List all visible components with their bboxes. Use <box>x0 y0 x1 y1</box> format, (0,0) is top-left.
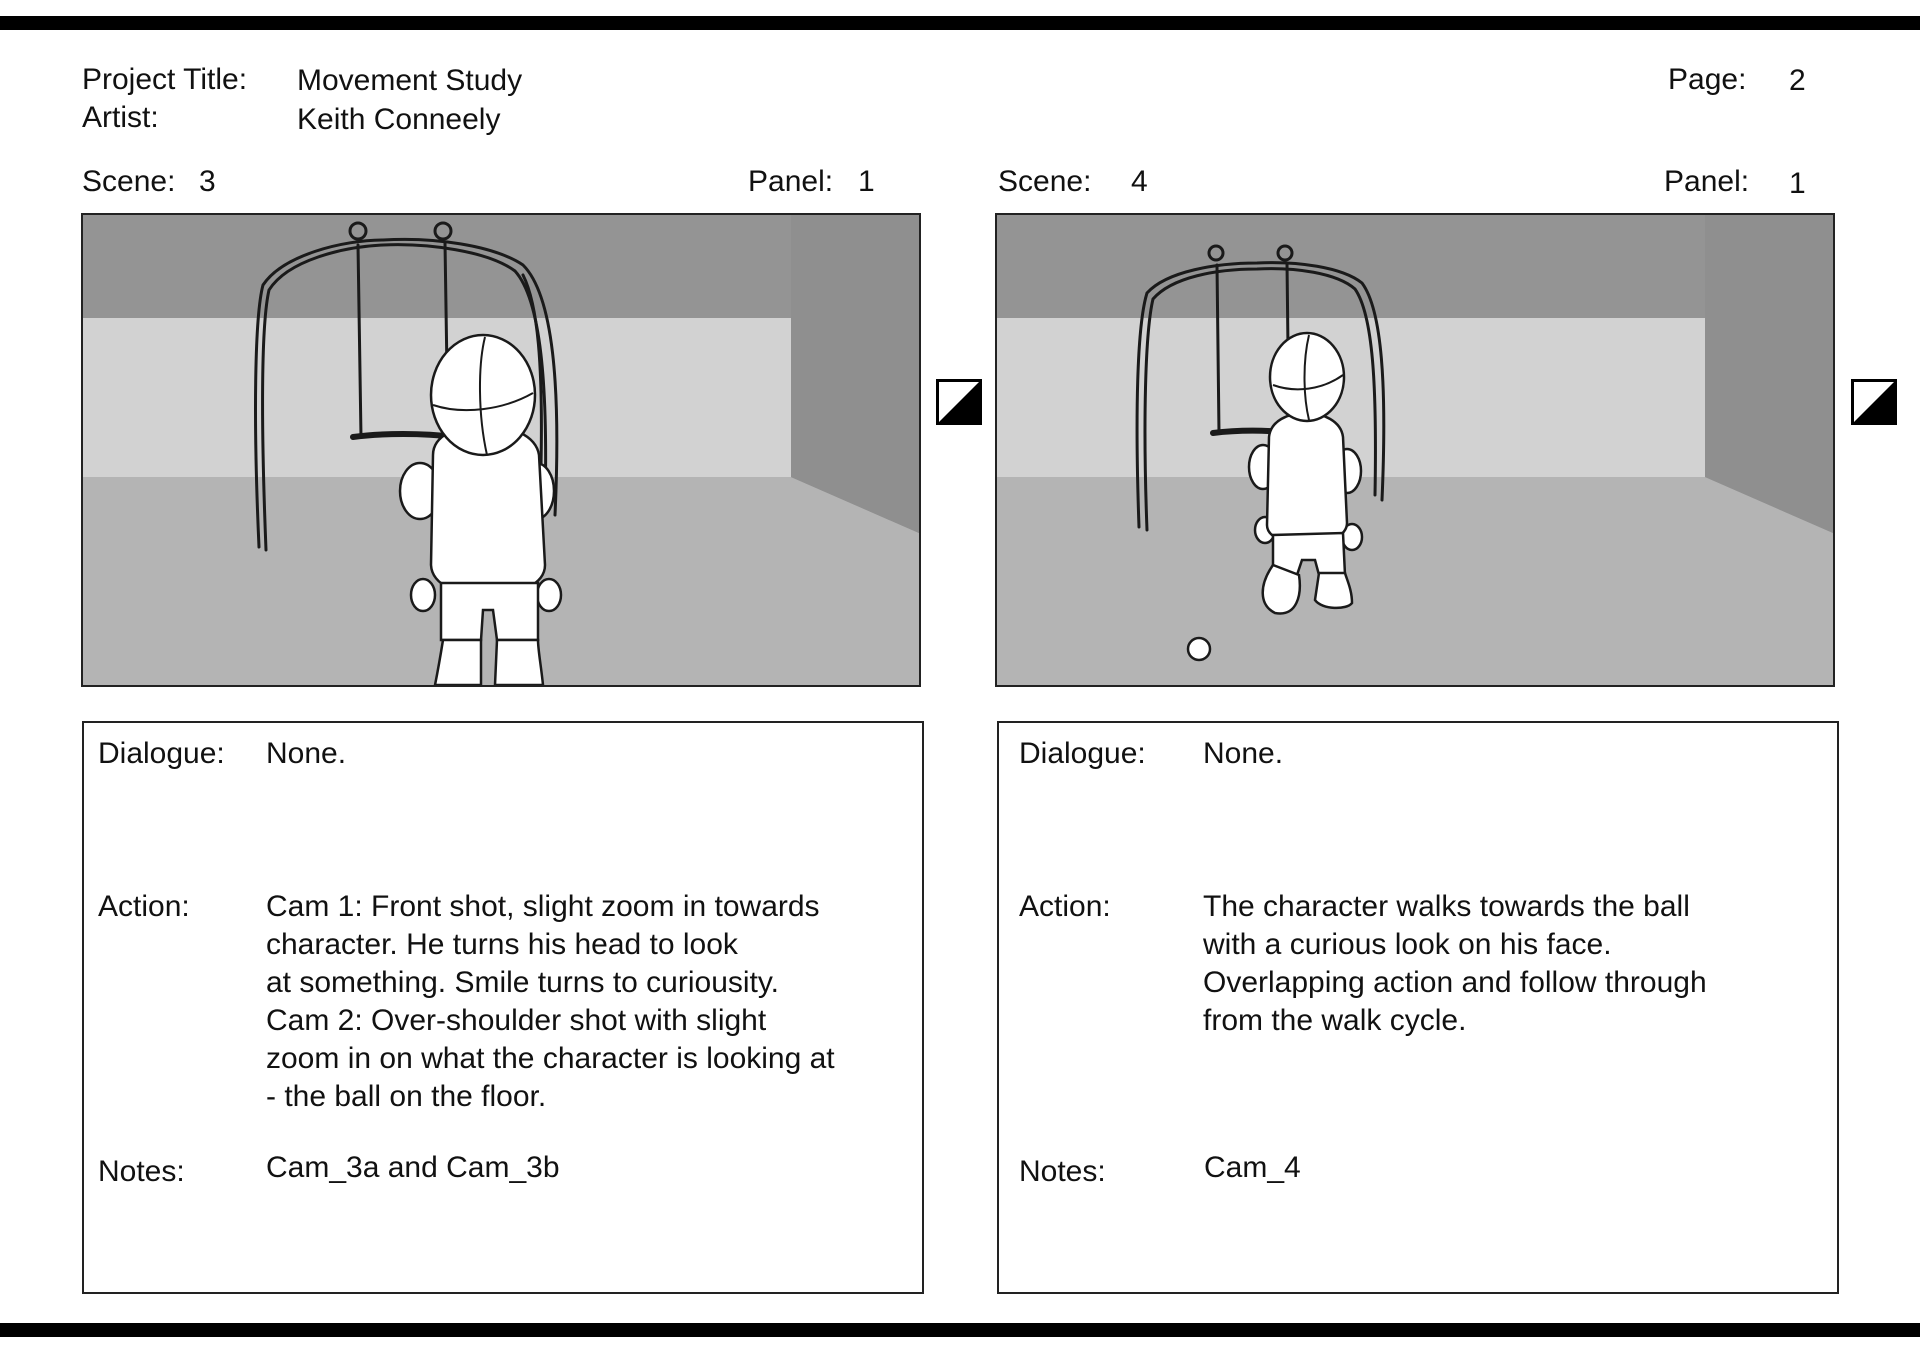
panel-number: 1 <box>1789 167 1806 200</box>
dialogue-label: Dialogue: <box>1019 737 1146 770</box>
action-line: The character walks towards the ball <box>1203 890 1690 923</box>
cut-transition-icon <box>936 379 982 425</box>
notes-text: Cam_4 <box>1204 1151 1301 1184</box>
panel-number: 1 <box>858 165 875 198</box>
dialogue-text: None. <box>1203 737 1284 770</box>
panel-notes-box <box>82 721 924 1294</box>
storyboard-frame <box>81 213 921 687</box>
panel-notes-box <box>997 721 1839 1294</box>
panel-label: Panel: <box>1664 165 1750 198</box>
panel-label: Panel: <box>748 165 834 198</box>
dialogue-text: None. <box>266 737 347 770</box>
scene-label: Scene: <box>998 165 1092 198</box>
action-line: with a curious look on his face. <box>1203 928 1612 961</box>
scene-number: 3 <box>199 165 216 198</box>
scene-number: 4 <box>1131 165 1148 198</box>
action-label: Action: <box>98 890 190 923</box>
artist-label: Artist: <box>82 101 159 134</box>
action-line: Cam 1: Front shot, slight zoom in towards <box>266 890 820 923</box>
notes-label: Notes: <box>98 1155 185 1188</box>
page-number: 2 <box>1789 64 1806 97</box>
storyboard-frame <box>995 213 1835 687</box>
action-line: Overlapping action and follow through <box>1203 966 1707 999</box>
notes-text: Cam_3a and Cam_3b <box>266 1151 560 1184</box>
action-line: - the ball on the floor. <box>266 1080 547 1113</box>
dialogue-label: Dialogue: <box>98 737 225 770</box>
action-label: Action: <box>1019 890 1111 923</box>
scene-4-sketch <box>997 215 1833 685</box>
action-line: zoom in on what the character is looking at <box>266 1042 835 1075</box>
cut-transition-icon <box>1851 379 1897 425</box>
action-line: at something. Smile turns to curiousity. <box>266 966 779 999</box>
action-line: character. He turns his head to look <box>266 928 738 961</box>
action-line: Cam 2: Over-shoulder shot with slight <box>266 1004 767 1037</box>
project-title-value: Movement Study <box>297 64 523 97</box>
project-title-label: Project Title: <box>82 63 248 96</box>
page-label: Page: <box>1668 63 1747 96</box>
action-line: from the walk cycle. <box>1203 1004 1467 1037</box>
scene-3-sketch <box>83 215 919 685</box>
artist-value: Keith Conneely <box>297 103 501 136</box>
bottom-border-bar <box>0 1323 1920 1337</box>
scene-label: Scene: <box>82 165 176 198</box>
notes-label: Notes: <box>1019 1155 1106 1188</box>
top-border-bar <box>0 16 1920 30</box>
